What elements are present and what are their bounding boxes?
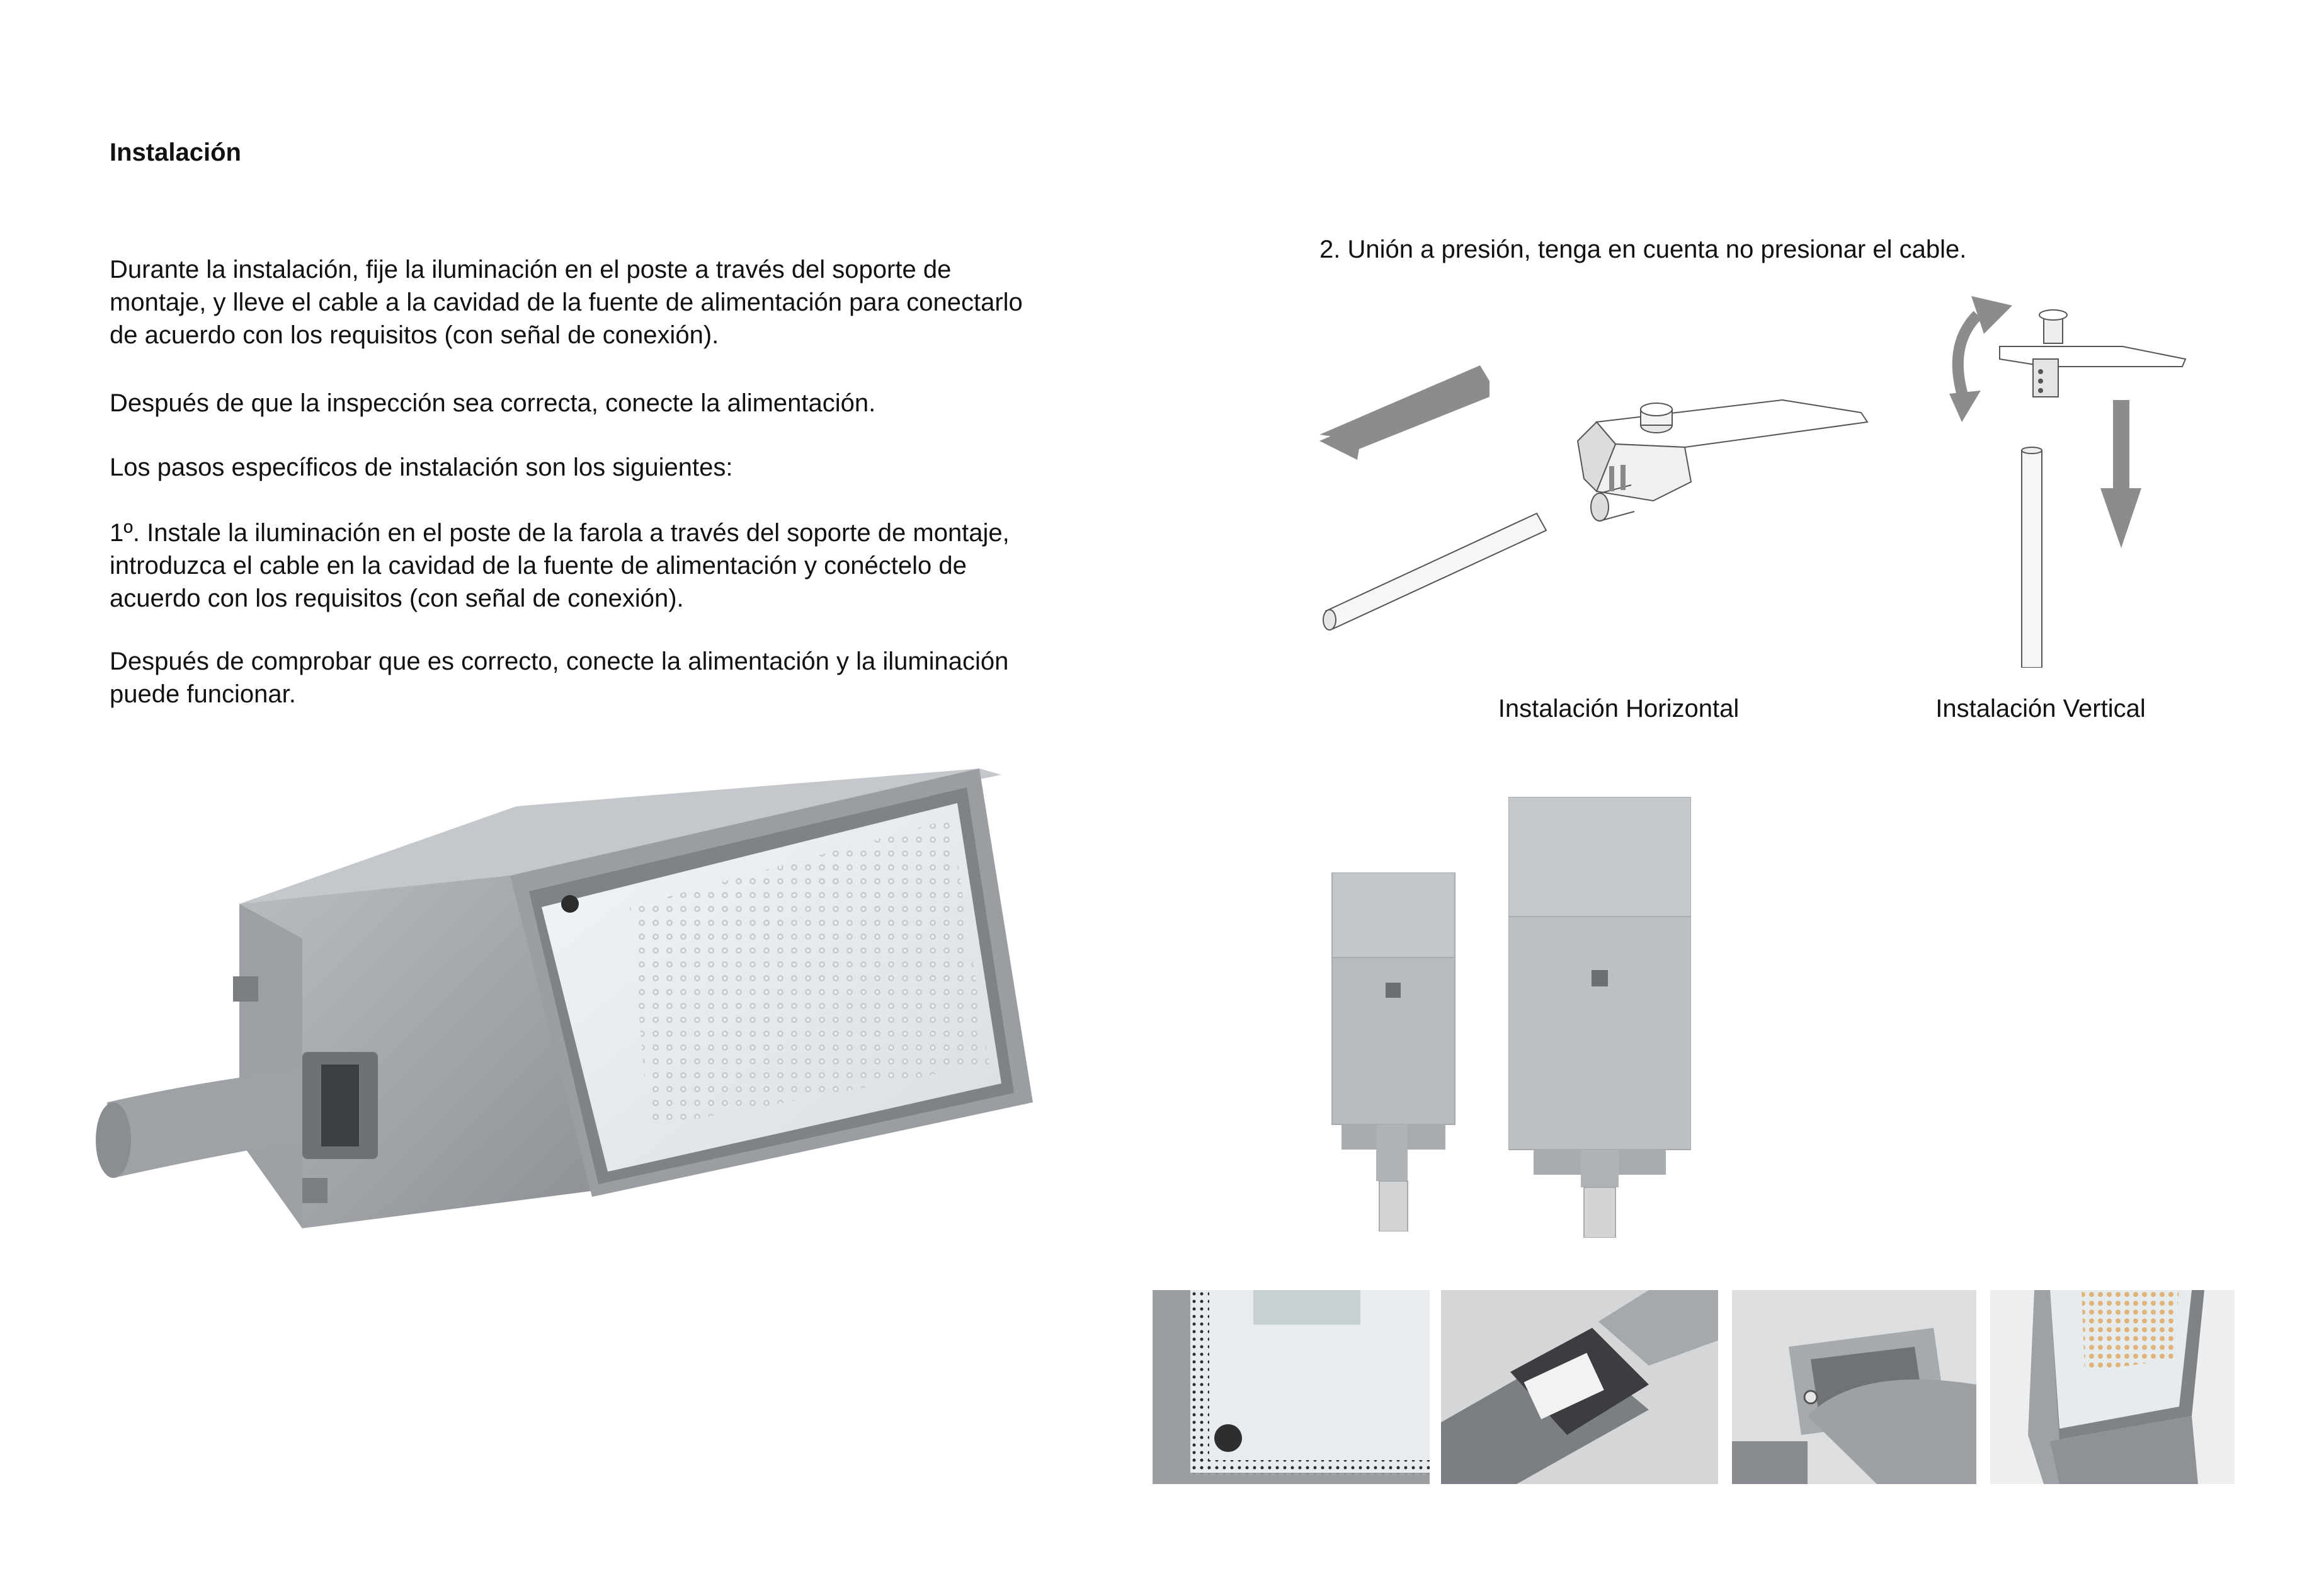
streetlight-back-view-small	[1329, 872, 1458, 1231]
inspection-paragraph: Después de que la inspección sea correcta, conecte la alimentación.	[110, 389, 876, 417]
vertical-installation-diagram	[1940, 290, 2192, 668]
detail-led-panel-corner	[1153, 1290, 1430, 1484]
detail-mounting-bracket	[1732, 1290, 1976, 1484]
horizontal-installation-diagram	[1319, 365, 1874, 636]
step2-text: 2. Unión a presión, tenga en cuenta no presionar el cable.	[1319, 236, 1967, 263]
detail-side-profile	[1990, 1290, 2235, 1484]
steps-intro-paragraph: Los pasos específicos de instalación son los siguientes:	[110, 454, 733, 481]
detail-open-driver-cavity	[1441, 1290, 1718, 1484]
intro-paragraph: Durante la instalación, fije la iluminación en el poste a través del soporte de montaje, y lleve el cable a la cavidad de la fuente de alimentación para conectarlo de acuerdo con los requisitos (con señal de conexión).	[110, 256, 1023, 349]
caption-vertical: Instalación Vertical	[1935, 695, 2146, 723]
streetlight-product-photo	[94, 750, 1039, 1266]
caption-horizontal: Instalación Horizontal	[1498, 695, 1740, 723]
final-paragraph: Después de comprobar que es correcto, conecte la alimentación y la iluminación puede funcionar.	[110, 648, 1009, 708]
step1-paragraph: 1º. Instale la iluminación en el poste de la farola a través del soporte de montaje, introduzca el cable en la cavidad de la fuente de alimentación y conéctelo de acuerdo con los requisitos (con señal de conexión).	[110, 519, 1010, 612]
section-title: Instalación	[110, 139, 241, 166]
streetlight-back-view-large	[1508, 797, 1691, 1238]
